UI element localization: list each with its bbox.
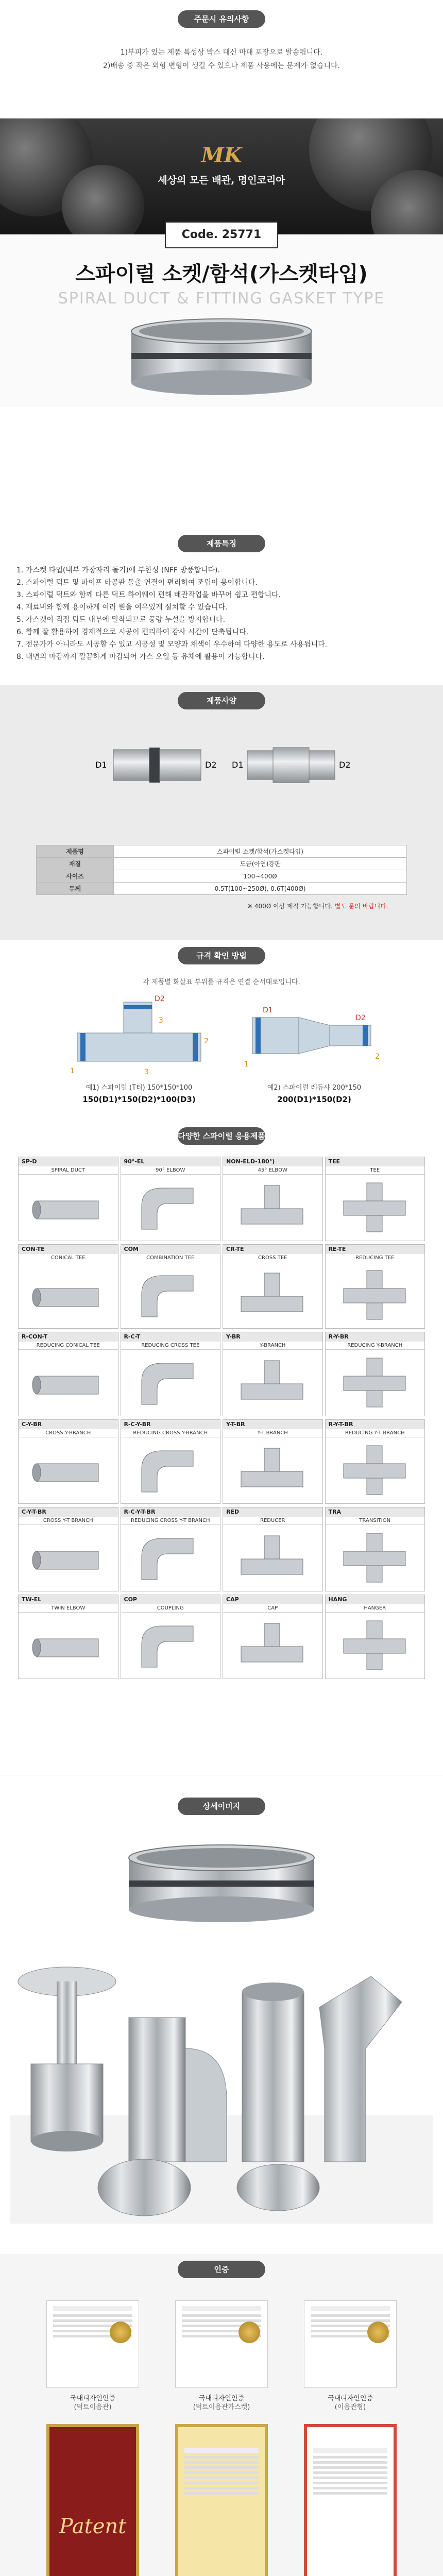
type-name: REDUCING CONICAL TEE bbox=[19, 1342, 118, 1350]
size-example-right: 예2) 스파이럴 레듀샤 200*150 bbox=[267, 1084, 362, 1092]
type-code: Y-T-BR bbox=[223, 1420, 322, 1429]
size-label: 2 bbox=[375, 1053, 380, 1061]
cert-sub: (덕트이음관가스켓) bbox=[193, 2403, 250, 2411]
spec-label: 제품명 bbox=[37, 845, 114, 858]
type-code: NON-ELD-180°) bbox=[223, 1157, 322, 1166]
certification-section bbox=[0, 2254, 443, 2576]
spec-section bbox=[0, 685, 443, 940]
product-type-grid bbox=[18, 1157, 425, 1682]
type-row bbox=[18, 1157, 425, 1241]
feature-item: 1. 가스켓 타입(내부 가장자리 돌기)에 부한성 (NFF 방풍합니다). bbox=[16, 566, 220, 574]
type-name: Y-T BRANCH bbox=[223, 1429, 322, 1437]
type-row bbox=[18, 1595, 425, 1679]
notice-line: 1)부피가 있는 제품 특성상 박스 대신 마대 포장으로 발송됩니다. bbox=[120, 48, 323, 57]
type-code: R-C-Y-BR bbox=[121, 1420, 220, 1429]
type-name: REDUCING TEE bbox=[326, 1254, 425, 1262]
type-name: REDUCING CROSS Y-T BRANCH bbox=[121, 1517, 220, 1525]
fitting-illustration bbox=[29, 1178, 106, 1237]
type-cell bbox=[325, 1419, 425, 1504]
fitting-illustration bbox=[336, 1528, 413, 1587]
fitting-illustration bbox=[233, 1178, 311, 1237]
brand-banner bbox=[0, 118, 443, 234]
type-code: R-CON-T bbox=[19, 1332, 118, 1342]
type-name: CROSS Y-T BRANCH bbox=[19, 1517, 118, 1525]
type-code: TW-EL bbox=[19, 1595, 118, 1604]
type-name: TRANSITION bbox=[326, 1517, 425, 1525]
notice-line: 2)배송 중 작은 외형 변형이 생길 수 있으나 제품 사용에는 문제가 없습니다. bbox=[103, 62, 340, 70]
spec-note-text: ※ 400Ø 이상 제작 가능합니다. bbox=[247, 903, 335, 910]
reducer-size-diagram bbox=[242, 992, 386, 1079]
type-name: REDUCER bbox=[223, 1517, 322, 1525]
type-code: TRA bbox=[326, 1507, 425, 1517]
table-row bbox=[37, 883, 407, 895]
detail-heading: 상세이미지 bbox=[178, 1798, 265, 1815]
size-label: 3 bbox=[159, 1016, 163, 1025]
cert-caption bbox=[175, 2394, 268, 2412]
type-name: 45° ELBOW bbox=[223, 1166, 322, 1175]
spec-value: 0.5T(100~250Ø), 0.6T(400Ø) bbox=[114, 883, 407, 895]
patent-word: Patent bbox=[59, 2515, 127, 2538]
size-example-left: 예1) 스파이럴 (T티) 150*150*100 bbox=[86, 1084, 193, 1092]
type-cell bbox=[18, 1244, 118, 1329]
type-name: HANGER bbox=[326, 1604, 425, 1613]
cert-title: 국내디자인인증 bbox=[199, 2395, 244, 2402]
spec-table bbox=[36, 845, 407, 895]
fitting-illustration bbox=[233, 1353, 311, 1412]
type-cell bbox=[121, 1244, 221, 1329]
notice-lines bbox=[0, 46, 443, 73]
size-label: D2 bbox=[355, 1014, 366, 1022]
fitting-illustration bbox=[336, 1616, 413, 1675]
type-name: CROSS Y-BRANCH bbox=[19, 1429, 118, 1437]
fitting-illustration bbox=[29, 1353, 106, 1412]
type-code: 90°-EL bbox=[121, 1157, 220, 1166]
type-cell bbox=[121, 1419, 221, 1504]
type-name: 90° ELBOW bbox=[121, 1166, 220, 1175]
certs-heading: 인증 bbox=[178, 2261, 265, 2278]
dim-label: D2 bbox=[205, 760, 217, 770]
fitting-illustration bbox=[131, 1353, 209, 1412]
type-name: REDUCING CROSS Y-BRANCH bbox=[121, 1429, 220, 1437]
type-cell bbox=[18, 1157, 118, 1241]
type-name: CROSS TEE bbox=[223, 1254, 322, 1262]
feature-item: 3. 스파이럴 덕트와 함께 다른 덕트 하이웨이 편해 배관작업을 바꾸어 쉽고 편합니다. bbox=[16, 591, 281, 599]
dim-label: D1 bbox=[95, 760, 107, 770]
fitting-illustration bbox=[336, 1353, 413, 1412]
cert-caption bbox=[46, 2394, 139, 2412]
certificate-image bbox=[46, 2300, 139, 2388]
type-code: CON-TE bbox=[19, 1245, 118, 1254]
fitting-illustration bbox=[131, 1178, 209, 1237]
notice-section bbox=[0, 0, 443, 118]
cert-sub: (덕트이음관) bbox=[74, 2403, 112, 2411]
type-cell bbox=[223, 1244, 323, 1329]
type-code: R-C-T bbox=[121, 1332, 220, 1342]
feature-item: 8. 내면의 마감까지 깔끔하게 마감되어 가스 오일 등 유체에 활용이 가능합니다. bbox=[16, 653, 265, 661]
cert-caption bbox=[304, 2394, 397, 2412]
notice-heading: 주문시 유의사항 bbox=[178, 10, 265, 28]
feature-item: 4. 재료비와 함께 용이하게 여러 원을 여유있게 설치할 수 있습니다. bbox=[16, 603, 228, 612]
spec-label: 두께 bbox=[37, 883, 114, 895]
cert-sub: (이음관형) bbox=[334, 2403, 366, 2411]
cert-title: 국내디자인인증 bbox=[70, 2395, 115, 2402]
type-cell bbox=[325, 1244, 425, 1329]
type-code: COP bbox=[121, 1595, 220, 1604]
type-name: CAP bbox=[223, 1604, 322, 1613]
spec-label: 재질 bbox=[37, 858, 114, 870]
product-types-section bbox=[0, 1121, 443, 1775]
product-title: 스파이럴 소켓/함석(가스켓타입) bbox=[75, 262, 368, 286]
type-name: Y-BRANCH bbox=[223, 1342, 322, 1350]
fitting-illustration bbox=[336, 1265, 413, 1325]
type-cell bbox=[18, 1507, 118, 1591]
feature-item: 6. 함께 잘 활용하여 경제적으로 시공이 편리하여 감사 시간이 단축됩니다. bbox=[16, 628, 249, 636]
certificate-image bbox=[304, 2424, 397, 2576]
patent-certificate-image bbox=[46, 2424, 139, 2576]
fitting-illustration bbox=[29, 1528, 106, 1587]
fitting-illustration bbox=[29, 1265, 106, 1325]
detail-socket-image bbox=[118, 1837, 325, 1930]
fitting-illustration bbox=[336, 1178, 413, 1237]
type-name: REDUCING Y-T BRANCH bbox=[326, 1429, 425, 1437]
certificate-image bbox=[304, 2300, 397, 2388]
fitting-illustration bbox=[131, 1265, 209, 1325]
socket-product-image bbox=[121, 312, 322, 402]
type-cell bbox=[121, 1507, 221, 1591]
tee-size-diagram bbox=[67, 992, 211, 1079]
type-cell bbox=[223, 1157, 323, 1241]
type-cell bbox=[223, 1595, 323, 1679]
type-cell bbox=[223, 1507, 323, 1591]
fitting-illustration bbox=[131, 1616, 209, 1675]
certificate-image bbox=[175, 2424, 268, 2576]
brand-logo: MK bbox=[201, 143, 242, 167]
type-row bbox=[18, 1244, 425, 1329]
cert-title: 국내디자인인증 bbox=[328, 2395, 373, 2402]
type-code: TEE bbox=[326, 1157, 425, 1166]
type-code: CAP bbox=[223, 1595, 322, 1604]
feature-item: 2. 스파이럴 덕트 및 파이프 타공판 돌출 연결이 편리하여 조립이 용이합니다. bbox=[16, 579, 258, 587]
certificate-image bbox=[175, 2300, 268, 2388]
type-code: C-Y-T-BR bbox=[19, 1507, 118, 1517]
fitting-illustration bbox=[233, 1265, 311, 1325]
feature-item: 5. 가스켓이 직접 덕트 내부에 밀착되므로 풍량 누설을 방지합니다. bbox=[16, 616, 226, 624]
product-code: Code. 25771 bbox=[165, 222, 278, 248]
type-cell bbox=[121, 1332, 221, 1416]
type-code: COM bbox=[121, 1245, 220, 1254]
type-name: REDUCING CROSS TEE bbox=[121, 1342, 220, 1350]
dim-label: D1 bbox=[232, 760, 244, 770]
type-name: TWIN ELBOW bbox=[19, 1604, 118, 1613]
type-row bbox=[18, 1507, 425, 1591]
dimension-diagram bbox=[93, 734, 361, 796]
type-code: SP-D bbox=[19, 1157, 118, 1166]
size-label: 1 bbox=[70, 1067, 75, 1075]
features-section bbox=[0, 407, 443, 685]
fitting-illustration bbox=[233, 1528, 311, 1587]
type-row bbox=[18, 1419, 425, 1504]
type-cell bbox=[18, 1332, 118, 1416]
medal-icon bbox=[367, 2321, 389, 2343]
size-label: 1 bbox=[244, 1060, 249, 1069]
table-row bbox=[37, 858, 407, 870]
type-name: CONICAL TEE bbox=[19, 1254, 118, 1262]
fitting-illustration bbox=[131, 1528, 209, 1587]
fitting-illustration bbox=[131, 1440, 209, 1500]
product-subtitle: SPIRAL DUCT & FITTING GASKET TYPE bbox=[58, 290, 385, 308]
spec-note-inquiry: 별도 문의 바랍니다. bbox=[334, 903, 388, 910]
type-code: CR-TE bbox=[223, 1245, 322, 1254]
type-code: C-Y-BR bbox=[19, 1420, 118, 1429]
spec-label: 사이즈 bbox=[37, 870, 114, 883]
brand-tagline: 세상의 모든 배관, 명인코리아 bbox=[158, 175, 285, 186]
type-code: R-Y-T-BR bbox=[326, 1420, 425, 1429]
type-code: R-C-Y-T-BR bbox=[121, 1507, 220, 1517]
type-cell bbox=[325, 1157, 425, 1241]
type-cell bbox=[121, 1157, 221, 1241]
size-check-section bbox=[0, 940, 443, 1121]
feature-item: 7. 전문가가 아니라도 시공할 수 있고 시공성 및 모양과 채색이 우수하여 다양한 용도로 사용됩니다. bbox=[16, 640, 328, 649]
size-label: 3 bbox=[144, 1068, 149, 1076]
type-cell bbox=[325, 1332, 425, 1416]
types-heading: 다양한 스파이럴 응용제품 bbox=[178, 1127, 265, 1145]
spec-value: 도금(아연)강판 bbox=[114, 858, 407, 870]
type-cell bbox=[325, 1507, 425, 1591]
detail-section bbox=[0, 1775, 443, 2254]
diagram-right bbox=[232, 748, 351, 783]
fitting-illustration bbox=[336, 1440, 413, 1500]
spec-note bbox=[247, 902, 417, 910]
spec-value: 스파이럴 소켓/함석(가스켓타입) bbox=[114, 845, 407, 858]
type-code: Y-BR bbox=[223, 1332, 322, 1342]
fitting-illustration bbox=[29, 1440, 106, 1500]
type-name: COUPLING bbox=[121, 1604, 220, 1613]
size-example-right-value: 200(D1)*150(D2) bbox=[277, 1095, 351, 1104]
type-row bbox=[18, 1332, 425, 1416]
type-code: HANG bbox=[326, 1595, 425, 1604]
table-row bbox=[37, 845, 407, 858]
type-code: RE-TE bbox=[326, 1245, 425, 1254]
type-cell bbox=[18, 1419, 118, 1504]
medal-icon bbox=[238, 2321, 260, 2343]
table-row bbox=[37, 870, 407, 883]
dim-label: D2 bbox=[339, 760, 351, 770]
spec-value: 100~400Ø bbox=[114, 870, 407, 883]
type-cell bbox=[223, 1419, 323, 1504]
type-cell bbox=[223, 1332, 323, 1416]
fitting-illustration bbox=[29, 1616, 106, 1675]
size-example-left-value: 150(D1)*150(D2)*100(D3) bbox=[82, 1095, 196, 1104]
type-cell bbox=[325, 1595, 425, 1679]
type-code: RED bbox=[223, 1507, 322, 1517]
type-name: TEE bbox=[326, 1166, 425, 1175]
type-cell bbox=[121, 1595, 221, 1679]
size-check-heading: 규격 확인 방법 bbox=[178, 947, 265, 964]
features-heading: 제품특징 bbox=[178, 535, 265, 552]
size-check-intro: 각 제품별 화살표 부위를 규격은 연결 순서대로입니다. bbox=[143, 978, 300, 986]
features-list bbox=[0, 555, 443, 663]
type-code: R-Y-BR bbox=[326, 1332, 425, 1342]
type-cell bbox=[18, 1595, 118, 1679]
size-label: 2 bbox=[204, 1037, 209, 1045]
spec-heading: 제품사양 bbox=[178, 692, 265, 709]
type-name: SPIRAL DUCT bbox=[19, 1166, 118, 1175]
hero-section bbox=[0, 118, 443, 407]
fitting-illustration bbox=[233, 1616, 311, 1675]
size-label: D2 bbox=[155, 995, 165, 1003]
medal-icon bbox=[110, 2321, 131, 2343]
diagram-left bbox=[95, 748, 217, 783]
fittings-group-image bbox=[10, 1945, 433, 2224]
fitting-illustration bbox=[233, 1440, 311, 1500]
size-label: D1 bbox=[263, 1006, 273, 1014]
type-name: COMBINATION TEE bbox=[121, 1254, 220, 1262]
type-name: REDUCING Y-BRANCH bbox=[326, 1342, 425, 1350]
